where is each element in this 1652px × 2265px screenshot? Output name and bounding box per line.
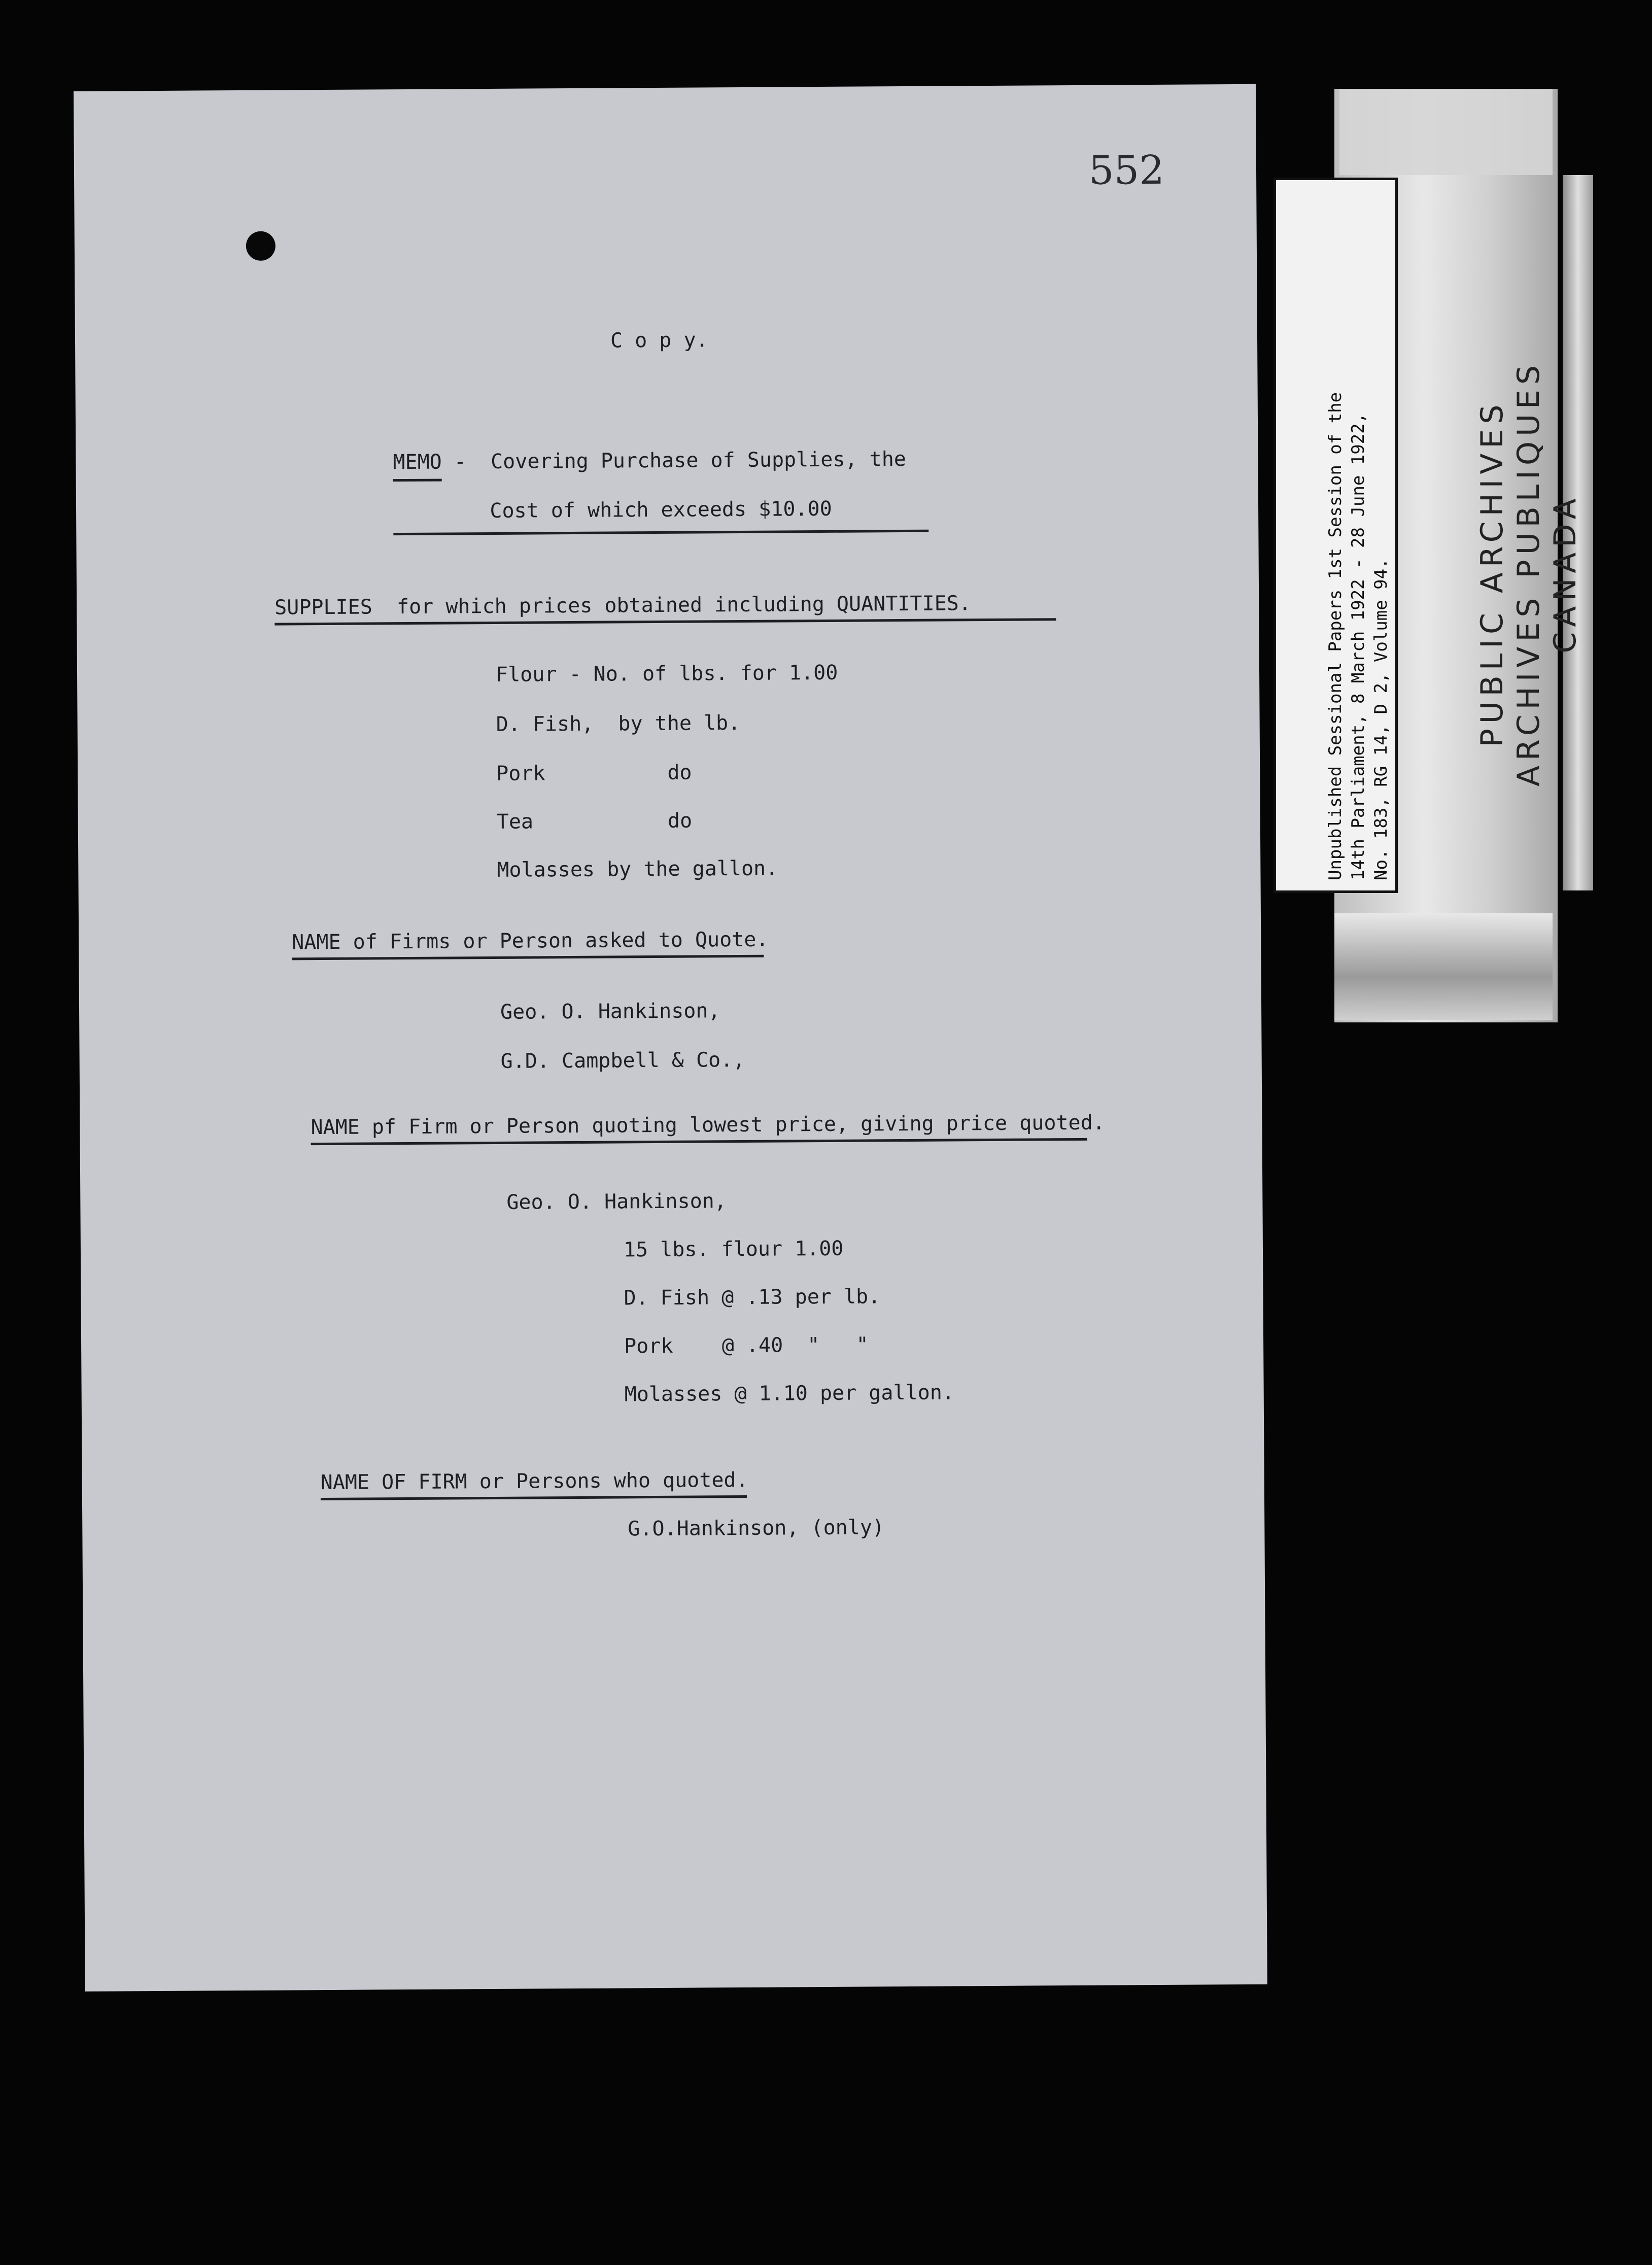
supply-item: D. Fish, by the lb.	[496, 711, 741, 736]
archives-stamp	[1474, 345, 1584, 802]
stamp-line: ARCHIVES PUBLIQUES	[1511, 360, 1546, 787]
stamp-line: PUBLIC ARCHIVES	[1474, 399, 1510, 747]
document-page	[74, 84, 1267, 1992]
firm-item: G.D. Campbell & Co.,	[500, 1048, 745, 1073]
archive-tab-torn-bottom	[1334, 913, 1553, 1020]
quoted-value: G.O.Hankinson, (only)	[628, 1516, 885, 1541]
archive-label-text	[1324, 200, 1393, 880]
page-number: 552	[1088, 147, 1165, 194]
quote-item: Pork @ .40 " "	[624, 1333, 869, 1358]
archive-label-line: No. 183, RG 14, D 2, Volume 94.	[1371, 558, 1391, 880]
memo-line-2: Cost of which exceeds $10.00	[393, 498, 928, 535]
firms-asked-label: NAME	[292, 930, 341, 954]
lowest-firm-name: Geo. O. Hankinson,	[506, 1189, 727, 1214]
quote-item: D. Fish @ .13 per lb.	[624, 1285, 881, 1310]
quoted-label: NAME OF FIRM	[320, 1470, 467, 1495]
firms-asked-heading	[292, 928, 769, 960]
quoted-heading	[321, 1470, 747, 1500]
firm-item: Geo. O. Hankinson,	[500, 999, 720, 1024]
archive-tab-torn-top	[1339, 89, 1553, 175]
lowest-heading	[311, 1111, 1105, 1145]
archive-label-line: 14th Parliament, 8 March 1922 - 28 June 1922,	[1348, 413, 1368, 880]
archive-label-line: Unpublished Sessional Papers 1st Session of the	[1325, 392, 1346, 880]
supply-item: Pork do	[496, 761, 692, 785]
supply-item: Molasses by the gallon.	[497, 856, 778, 882]
memo-line-1	[393, 449, 906, 472]
supplies-text: for which prices obtained including QUANTITIES.	[372, 592, 972, 619]
supplies-heading	[274, 593, 1056, 625]
firms-asked-text: of Firms or Person asked to Quote.	[340, 928, 769, 954]
memo-text: - Covering Purchase of Supplies, the	[441, 447, 907, 474]
quote-item: 15 lbs. flour 1.00	[623, 1237, 844, 1262]
lowest-label: NAME	[311, 1115, 360, 1140]
quoted-text: or Persons who quoted.	[467, 1468, 748, 1494]
quote-item: Molasses @ 1.10 per gallon.	[624, 1381, 955, 1406]
memo-label: MEMO	[393, 451, 442, 482]
supply-item: Tea do	[496, 809, 693, 834]
punch-hole	[246, 231, 276, 261]
supply-item: Flour - No. of lbs. for 1.00	[495, 661, 838, 687]
heading-copy: C o p y.	[610, 328, 708, 353]
stamp-line: CANADA	[1547, 493, 1583, 654]
supplies-label: SUPPLIES	[274, 595, 373, 620]
lowest-text: pf Firm or Person quoting lowest price, giving price quoted.	[359, 1111, 1105, 1139]
